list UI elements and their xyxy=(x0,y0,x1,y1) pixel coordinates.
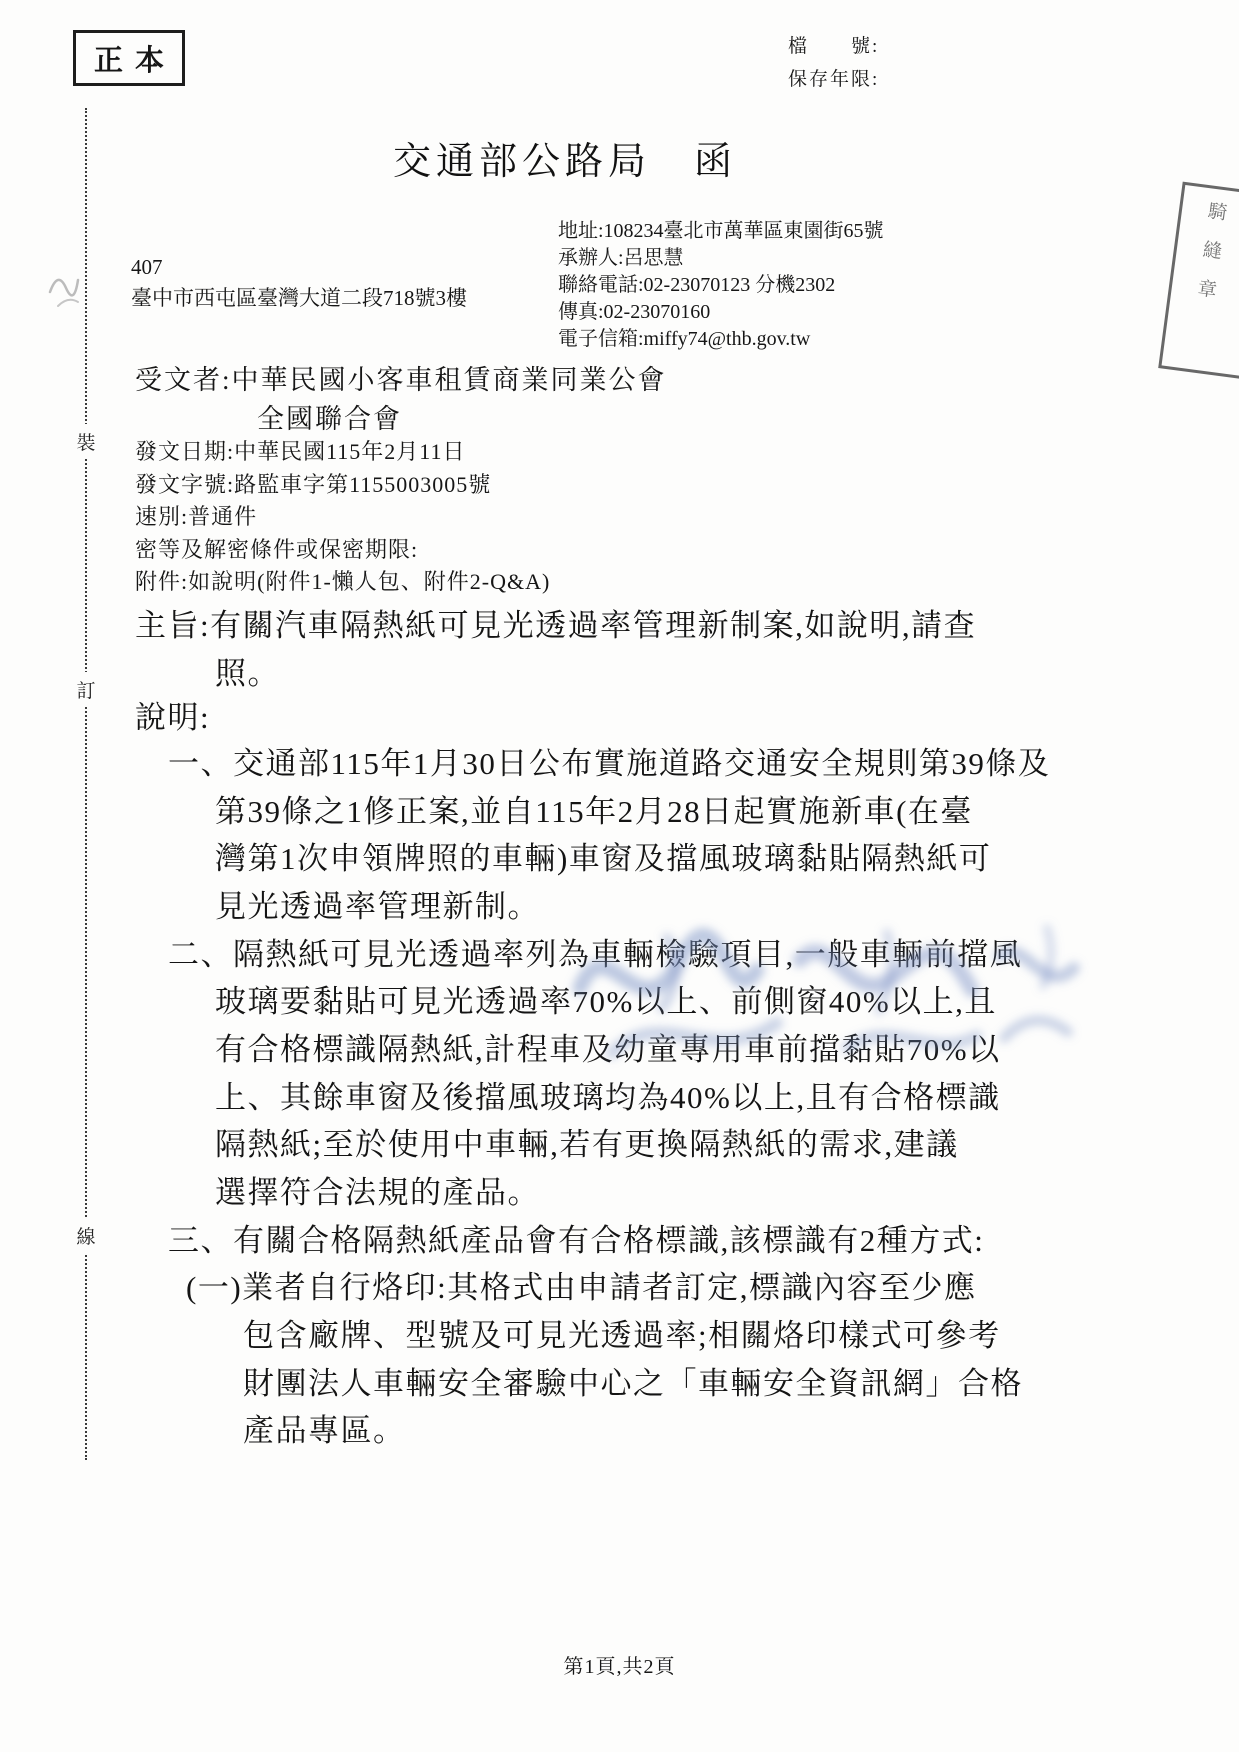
attachments: 附件:如說明(附件1-懶人包、附件2-Q&A) xyxy=(135,569,551,594)
priority: 速別:普通件 xyxy=(135,504,258,529)
explanation-label: 說明: xyxy=(135,700,211,735)
cross-page-seal xyxy=(1158,182,1239,383)
subsection1-line3: 財團法人車輛安全審驗中心之「車輛安全資訊網」合格 xyxy=(243,1366,1023,1401)
subject-line2: 照。 xyxy=(215,656,280,691)
binding-margin-line xyxy=(85,108,87,1460)
section3-line1: 三、有關合格隔熱紙產品會有合格標識,該標識有2種方式: xyxy=(168,1223,985,1258)
copy-label: 正本 xyxy=(93,44,176,77)
file-number-label: 檔 號: xyxy=(788,36,880,57)
section2-line2: 玻璃要黏貼可見光透過率70%以上、前側窗40%以上,且 xyxy=(215,984,997,1019)
sender-email: 電子信箱:miffy74@thb.gov.tw xyxy=(558,328,811,350)
recipient-line2: 全國聯合會 xyxy=(257,404,402,434)
recipient-postal-code: 407 xyxy=(131,255,163,279)
binding-mark-ding: 訂 xyxy=(74,672,98,707)
doc-number: 發文字號:路監車字第1155003005號 xyxy=(135,471,492,497)
sender-fax: 傳真:02-23070160 xyxy=(558,301,711,323)
security-classification: 密等及解密條件或保密期限: xyxy=(135,536,419,562)
binding-mark-xian: 線 xyxy=(74,1218,98,1253)
retention-period-label: 保存年限: xyxy=(788,69,880,90)
copy-label-box xyxy=(73,30,185,86)
binding-mark-zhuang: 裝 xyxy=(74,424,98,459)
section2-line5: 隔熱紙;至於使用中車輛,若有更換隔熱紙的需求,建議 xyxy=(215,1127,959,1162)
handwritten-scribble xyxy=(38,248,108,318)
section1-line3: 灣第1次申領牌照的車輛)車窗及擋風玻璃黏貼隔熱紙可 xyxy=(215,841,992,876)
subsection1-line2: 包含廠牌、型號及可見光透過率;相關烙印樣式可參考 xyxy=(243,1318,1001,1353)
subsection1-line4: 產品專區。 xyxy=(243,1413,406,1448)
section2-line4: 上、其餘車窗及後擋風玻璃均為40%以上,且有合格標識 xyxy=(215,1080,1001,1115)
sender-info-block xyxy=(558,218,884,353)
page-footer: 第1頁,共2頁 xyxy=(563,1656,676,1678)
recipient-line1: 受文者:中華民國小客車租賃商業同業公會 xyxy=(135,365,667,395)
document-title: 交通部公路局 函 xyxy=(392,141,737,183)
subsection1-line1: (一)業者自行烙印:其格式由申請者訂定,標識內容至少應 xyxy=(186,1270,977,1305)
document-meta-block xyxy=(135,436,550,599)
recipient-address-block xyxy=(131,252,467,314)
section1-line1: 一、交通部115年1月30日公布實施道路交通安全規則第39條及 xyxy=(168,746,1051,781)
section1-line2: 第39條之1修正案,並自115年2月28日起實施新車(在臺 xyxy=(215,794,973,829)
file-number-block xyxy=(788,30,879,96)
sender-phone: 聯絡電話:02-23070123 分機2302 xyxy=(558,274,836,296)
sender-contact-person: 承辦人:呂思慧 xyxy=(558,247,684,269)
cross-page-seal-text: 騎縫章 xyxy=(1191,199,1228,319)
section2-line3: 有合格標識隔熱紙,計程車及幼童專用車前擋黏貼70%以 xyxy=(215,1032,1001,1067)
section2-line1: 二、隔熱紙可見光透過率列為車輛檢驗項目,一般車輛前擋風 xyxy=(168,937,1023,972)
sender-address: 地址:108234臺北市萬華區東園街65號 xyxy=(558,220,884,242)
section1-line4: 見光透過率管理新制。 xyxy=(215,889,540,924)
recipient-street-address: 臺中市西屯區臺灣大道二段718號3樓 xyxy=(131,286,467,310)
section2-line6: 選擇符合法規的產品。 xyxy=(215,1175,540,1210)
issue-date: 發文日期:中華民國115年2月11日 xyxy=(135,439,466,464)
subject-line1: 主旨:有關汽車隔熱紙可見光透過率管理新制案,如說明,請查 xyxy=(135,608,977,643)
